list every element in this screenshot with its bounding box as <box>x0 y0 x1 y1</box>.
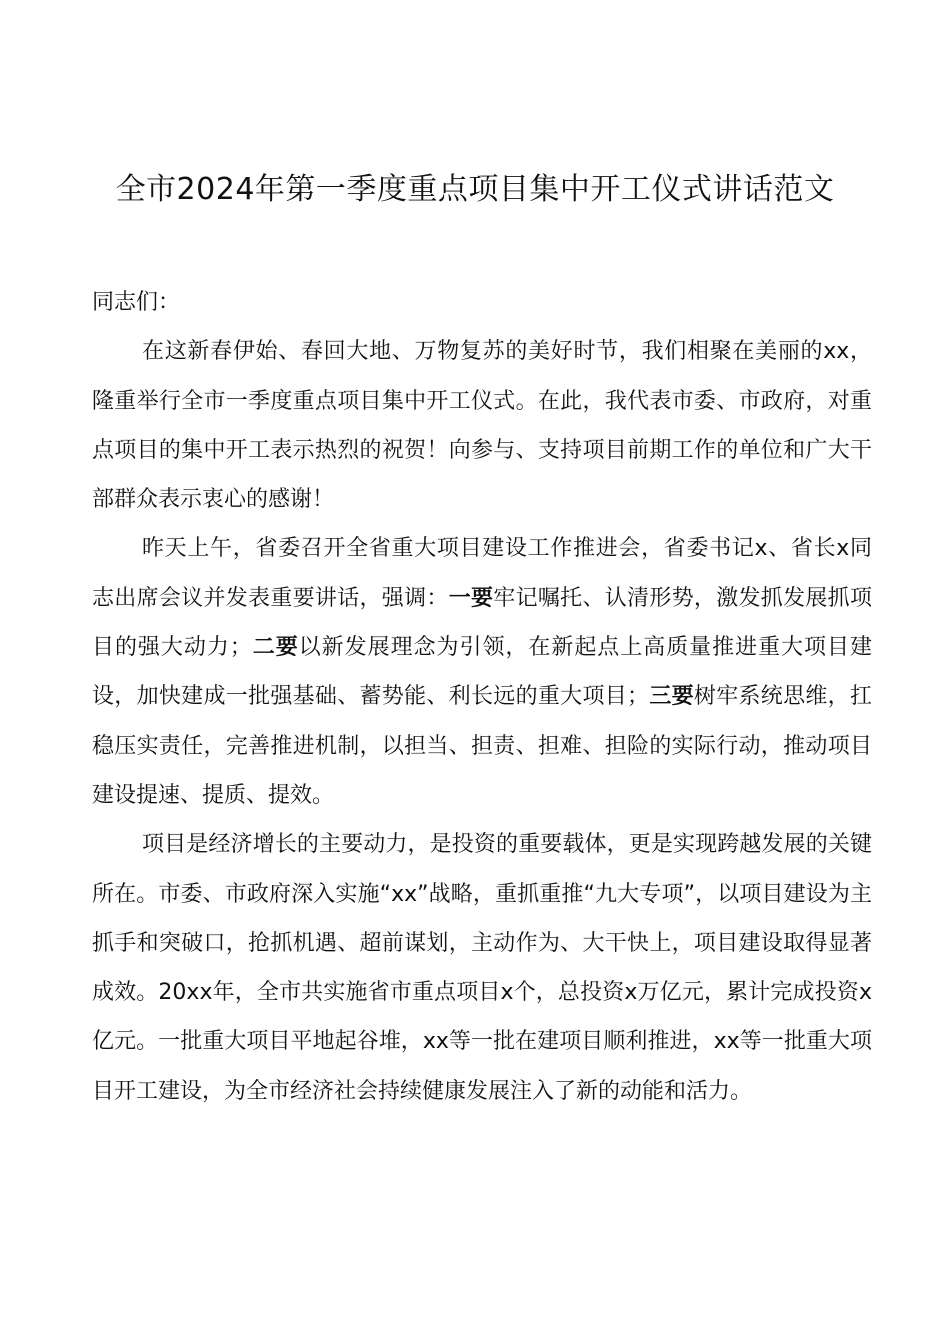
paragraph-segment: 以新发展理念为引领，在新起点上高质量推进重大项目建设，加快建成一批强基础、蓄势能、利长远的重大项目； <box>92 635 872 710</box>
paragraph-opening <box>92 327 872 524</box>
paragraph-provincial-meeting <box>92 524 872 820</box>
emphasis-first: 一要 <box>448 585 494 611</box>
document-body <box>92 278 872 1116</box>
paragraph-project-achievements <box>92 820 872 1116</box>
paragraph-segment: 昨天上午，省委召开全省重大项目建设工作推进会，省委书记x、省长x同志出席会议并发表重要讲话，强调： <box>92 536 872 611</box>
paragraph-segment: 在这新春伊始、春回大地、万物复苏的美好时节，我们相聚在美丽的xx，隆重举行全市一季度重点项目集中开工仪式。在此，我代表市委、市政府，对重点项目的集中开工表示热烈的祝贺！向参与、支持项目前期工作的单位和广大干部群众表示衷心的感谢！ <box>92 339 872 513</box>
emphasis-third: 三要 <box>649 684 694 710</box>
paragraph-segment: 树牢系统思维，扛稳压实责任，完善推进机制，以担当、担责、担难、担险的实际行动，推动项目建设提速、提质、提效。 <box>92 684 872 808</box>
document-title: 全市2024年第一季度重点项目集中开工仪式讲话范文 <box>115 172 835 207</box>
salutation: 同志们： <box>92 290 181 315</box>
paragraph-segment: 牢记嘱托、认清形势，激发抓发展抓项目的强大动力； <box>92 585 872 661</box>
emphasis-second: 二要 <box>251 635 299 661</box>
paragraph-segment: 项目是经济增长的主要动力，是投资的重要载体，更是实现跨越发展的关键所在。市委、市政府深入实施“xx”战略，重抓重推“九大专项”，以项目建设为主抓手和突破口，抢抓机遇、超前谋划，主动作为、大干快上，项目建设取得显著成效。20xx年，全市共实施省市重点项目x个，总投资x万亿元，累计完成投资x亿元。一批重大项目平地起谷堆，xx等一批在建项目顺利推进，xx等一批重大项目开工建设，为全市经济社会持续健康发展注入了新的动能和活力。 <box>92 832 872 1104</box>
